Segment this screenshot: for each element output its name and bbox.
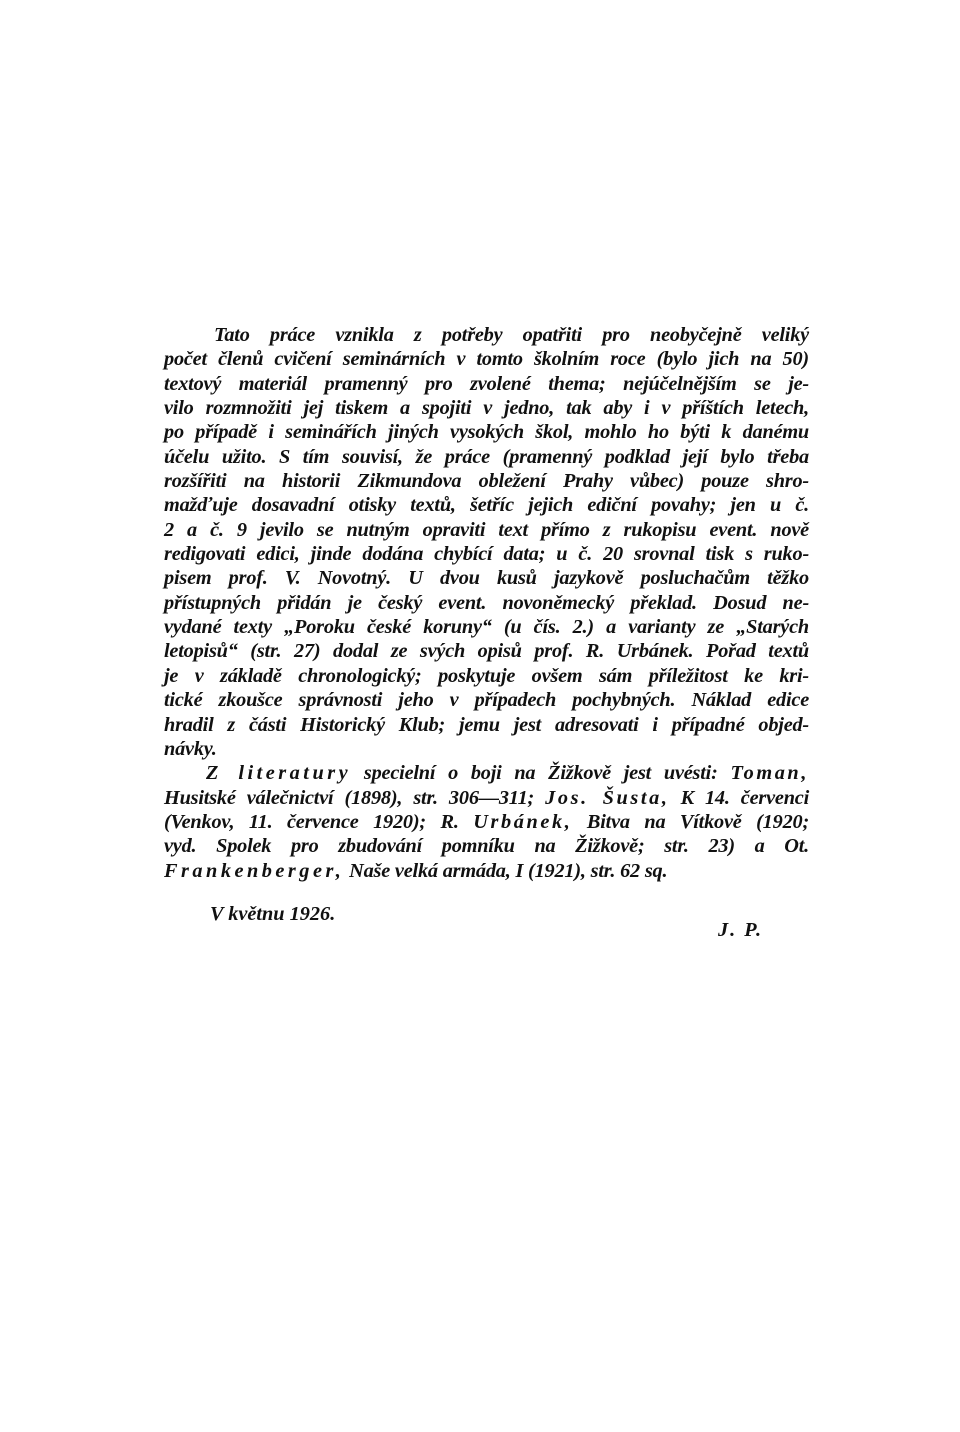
preface-line: vydané texty „Poroku české koruny“ (u čís. 2.) a varianty ze „Starých	[164, 616, 809, 639]
preface-line: Tato práce vznikla z potřeby opatřiti pro neobyčejně veliký	[214, 324, 809, 346]
literature-author: Frankenberger,	[164, 859, 345, 882]
literature-text: (Venkov, 11. července 1920); R.	[164, 810, 474, 833]
preface-line: po případě i seminářích jiných vysokých škol, mohlo ho býti k danému	[164, 421, 809, 444]
preface-line: textový materiál pramenný pro zvolené thema; nejúčelnějším se je-	[164, 372, 809, 395]
literature-text: Bitva na Vítkově (1920;	[572, 810, 809, 833]
literature-line	[164, 810, 809, 834]
preface-line: návky.	[164, 737, 217, 760]
literature-author: Toman,	[730, 762, 809, 785]
preface-line: redigovati edici, jinde dodána chybící data; u č. 20 srovnal tisk s ruko-	[164, 543, 809, 566]
preface-line: rozšířiti na historii Zikmundova obležení Prahy vůbec) pouze shro-	[164, 470, 809, 493]
preface-line: vilo rozmnožiti jej tiskem a spojiti v jedno, tak aby i v příštích letech,	[164, 397, 809, 420]
signature-initials: J. P.	[718, 919, 764, 941]
literature-text: Husitské válečnictví (1898), str. 306—311;	[164, 786, 546, 809]
preface-line: mažďuje dosavadní otisky textů, šetříc jejich ediční povahy; jen u č.	[164, 494, 809, 517]
literature-line	[164, 859, 809, 883]
literature-text: K 14. červenci	[669, 786, 810, 809]
literature-author: Jos. Šusta,	[545, 786, 670, 809]
literature-line	[164, 761, 809, 785]
literature-text: Naše velká armáda, I (1921), str. 62 sq.	[344, 859, 668, 882]
literature-line	[164, 786, 809, 810]
preface-line: hradil z části Historický Klub; jemu jest adresovati i případné objed-	[164, 713, 809, 736]
preface-text	[164, 323, 809, 883]
date-line: V květnu 1926.	[210, 903, 336, 925]
preface-line: 2 a č. 9 jevilo se nutným opraviti text přímo z rukopisu event. nově	[164, 518, 809, 541]
preface-line: počet členů cvičení seminárních v tomto školním roce (bylo jich na 50)	[164, 348, 809, 371]
preface-line: letopisů“ (str. 27) dodal ze svých opisů prof. R. Urbánek. Pořad textů	[164, 640, 809, 663]
preface-line: je v základě chronologický; poskytuje ovšem sám příležitost ke kri-	[164, 664, 809, 687]
preface-line: tické zkoušce správnosti jeho v případech pochybných. Náklad edice	[164, 689, 809, 712]
literature-line: vyd. Spolek pro zbudování pomníku na Žižkově; str. 23) a Ot.	[164, 835, 809, 858]
preface-line: pisem prof. V. Novotný. U dvou kusů jazykově posluchačům těžko	[164, 567, 809, 590]
literature-author: Urbánek,	[473, 810, 573, 833]
literature-text: specielní o boji na Žižkově jest uvésti:	[351, 762, 731, 785]
literature-heading: Z literatury	[206, 762, 352, 785]
preface-line: účelu užito. S tím souvisí, že práce (pramenný podklad její bylo třeba	[164, 445, 809, 468]
preface-line: přístupných přidán je český event. novoněmecký překlad. Dosud ne-	[164, 591, 809, 614]
